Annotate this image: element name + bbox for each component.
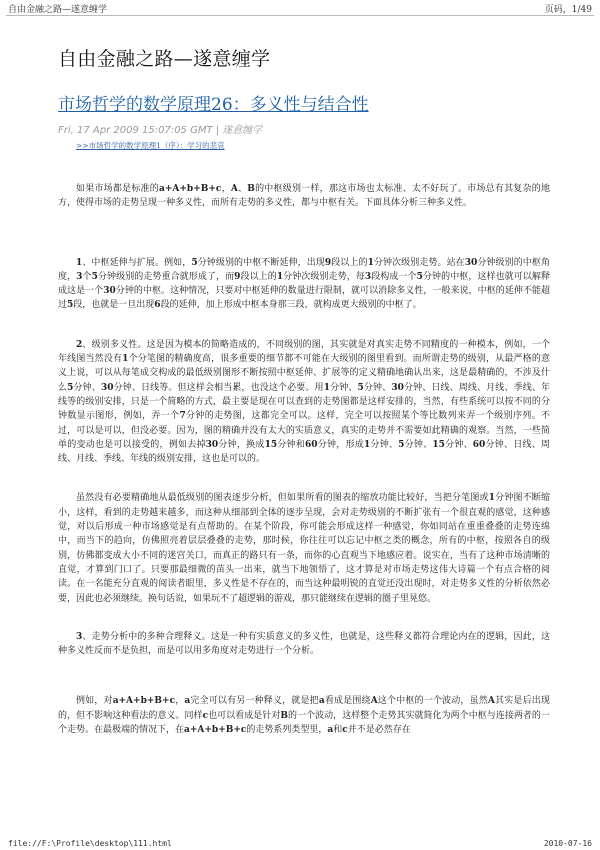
paragraph-intro (58, 182, 550, 211)
text-run: 完全可以有另一种释义，就是把 (190, 696, 319, 707)
text-run: 分钟级别的中枢角度， (58, 257, 550, 282)
emphasis-run: B (280, 710, 288, 721)
text-run: 分钟、 (444, 439, 473, 450)
emphasis-run: 30 (100, 382, 114, 393)
text-run: 的走势系列类型里， (246, 725, 328, 736)
text-run: 的一个波动，这样整个走势其实就简化为两个中枢与连接两者的一个走势。在最极端的情况下，在 (58, 710, 550, 736)
text-run: 分钟，形成 (317, 439, 364, 450)
article-body (58, 182, 550, 737)
emphasis-run: 30 (103, 286, 116, 297)
paragraph-market-intuition (58, 491, 550, 605)
text-run: 如果市场都是标准的 (76, 184, 159, 194)
print-footer-path: file://F:\Profile\desktop\111.html (8, 839, 172, 848)
emphasis-run: 9 (234, 271, 241, 282)
emphasis-run: 7 (179, 411, 186, 422)
emphasis-run: a (327, 725, 334, 736)
text-run: 分钟、日线等。但这样会相当累，也没这个必要。用 (113, 382, 324, 393)
text-run: 、 (237, 184, 248, 194)
text-run: 分钟级别的中枢不断延伸，出现 (197, 257, 325, 268)
emphasis-run: A (370, 696, 378, 707)
text-run: 分钟的中枢。这种情况，只要对中枢延伸的数量进行限制，就可以消除多义性，一般来说，中枢的延伸不能超过 (58, 286, 550, 311)
related-post-link[interactable]: >>市场哲学的数学原理1（序）：学习的悲哀 (76, 141, 225, 150)
text-run: ， (221, 184, 231, 194)
text-run: 分钟，换成 (218, 439, 265, 450)
text-run: ， (175, 696, 185, 707)
paragraph-center-extension (58, 256, 550, 313)
emphasis-run: a+A+b+B+c (112, 696, 176, 707)
text-run: 并不是必然存在 (347, 725, 411, 736)
text-run: 、中枢延伸与扩展。例如， (82, 257, 192, 268)
post-title-link[interactable]: 市场哲学的数学原理26：多义性与结合性 (58, 95, 369, 115)
text-run: 、级别多义性。这是因为模本的简略造成的，不同级别的图，其实就是对真实走势不同精度的一种模本，例如，一个年线图当然没有 (58, 339, 550, 365)
emphasis-run: 3 (364, 271, 372, 282)
text-run: 段构成一个 (371, 271, 417, 282)
text-run: 段的延伸，加上形成中枢本身那三段，就构成更大级别的中枢了。 (160, 300, 422, 311)
text-run: 分钟的中枢，这样也就可以解释成这是一个 (58, 271, 550, 297)
text-run: 分钟、 (329, 382, 358, 393)
emphasis-run: 15 (264, 439, 278, 450)
emphasis-run: 1 (122, 354, 129, 365)
text-run: 分钟、日线、周线、月线、季线、年线等的级别安排，只是一个简略的方式，最主要是现在可以查到的走势图都是这样安排的，当然，有些系统可以按不同的分钟数显示图形，例如，弄一个 (58, 382, 550, 422)
text-run: 个 (82, 271, 92, 282)
emphasis-run: 1 (363, 439, 371, 450)
blog-title: 自由金融之路—遂意缠学 (58, 48, 271, 70)
text-run: 分钟、 (363, 382, 392, 393)
paragraph-multiple-interpretations (58, 630, 550, 659)
text-run: 分钟和 (277, 439, 306, 450)
emphasis-run: 3 (76, 631, 83, 642)
paragraph-level-ambiguity (58, 338, 550, 467)
emphasis-run: 60 (472, 439, 486, 450)
emphasis-run: 2 (76, 339, 83, 350)
emphasis-run: 5 (416, 271, 423, 282)
text-run: 看成是围绕 (324, 696, 371, 707)
text-run: 分钟、 (370, 439, 399, 450)
emphasis-run: A (230, 184, 238, 194)
text-run: 分钟、 (404, 439, 433, 450)
text-run: 例如，对 (76, 696, 113, 707)
print-header-page-number: 页码，1/49 (544, 5, 592, 15)
text-run: 分钟的走势图，这都完全可以。这样，完全可以按照某个等比数列来弄一个级别序列。不过，可以是可以，但没必要。因为，图的精确并没有太大的实质意义，真实的走势并不需要如此精确的观察。当然，一些简单的变动也是可以接受的，例如去掉 (58, 411, 550, 450)
emphasis-run: 60 (305, 439, 318, 450)
text-run: 分钟级别的走势重合就形成了，而 (97, 271, 235, 282)
text-run: 分钟次级别走势，每 (283, 271, 365, 282)
text-run: 分钟、日线、周线、月线、季线、年线的级别安排，这也是可以的。 (58, 439, 550, 465)
text-run: 段以上的 (331, 257, 368, 268)
emphasis-run: 1 (488, 493, 495, 504)
header-divider (6, 15, 594, 16)
emphasis-run: c (342, 725, 348, 736)
emphasis-run: 6 (154, 300, 161, 311)
text-run: 和 (333, 725, 343, 736)
emphasis-run: 15 (432, 439, 445, 450)
text-run: 分钟次级别走势。站在 (373, 257, 465, 268)
text-run: 的中枢级别一样，那这市场也太标准、太不好玩了。市场总有其复杂的地方，使得市场的走势呈现一种多义性，而所有走势的多义性，都与中枢有关。下面具体分析三种多义性。 (58, 184, 550, 209)
emphasis-run: 30 (391, 382, 404, 393)
emphasis-run: c (202, 710, 209, 721)
emphasis-run: 5 (191, 257, 198, 268)
emphasis-run: 30 (205, 439, 219, 450)
paragraph-example (58, 694, 550, 737)
emphasis-run: 1 (323, 382, 330, 393)
emphasis-run: 9 (324, 257, 332, 268)
emphasis-run: 5 (67, 300, 74, 311)
text-run: 其实是后出现的，但不影响这种看法的意义。同样 (58, 696, 550, 721)
emphasis-run: 30 (464, 257, 478, 268)
post-meta: Fri, 17 Apr 2009 15:07:05 GMT | 遂意缠学 (58, 125, 263, 136)
text-run: 段，也就是一旦出现 (73, 300, 155, 311)
emphasis-run: a+A+b+B+c (159, 184, 222, 194)
text-run: 这个中枢的一个波动，虽然 (377, 696, 488, 707)
emphasis-run: 1 (276, 271, 284, 282)
emphasis-run: B (247, 184, 255, 194)
text-run: 虽然没有必要精确地从最低级别的图表逐步分析，但如果所看的图表的缩放功能比较好，当把分笔图或 (76, 493, 489, 504)
emphasis-run: 5 (67, 382, 74, 393)
emphasis-run: 5 (357, 382, 364, 393)
emphasis-run: 1 (367, 257, 374, 268)
emphasis-run: A (487, 696, 495, 707)
text-run: 也可以看成是针对 (208, 710, 281, 721)
text-run: 段以上的 (240, 271, 277, 282)
emphasis-run: a (318, 696, 325, 707)
text-run: 分钟、 (73, 382, 101, 393)
emphasis-run: a (184, 696, 191, 707)
emphasis-run: a+A+b+B+c (184, 725, 247, 736)
emphasis-run: 1 (76, 257, 83, 268)
print-footer-date: 2010-07-16 (543, 839, 592, 848)
text-run: 分钟图不断缩小，这样，看到的走势越来越多，而这种从细部到全体的逐步呈现，会对走势级别的不断扩张有一个很直观的感觉，这种感觉，对以后形成一种市场感觉是有点帮助的。在某个阶段，你可能会形成这样一种感觉，你如同站在重重叠叠的走势连绵中，而当下的趋向，仿佛照亮着层层叠叠的走势，那时候，你往往可以忘记中枢之类的概念，所有的中枢，按照各自的级别，仿佛都变成大小不同的迷宫关口，而真正的路只有一条，而你的心直观当下地感应着。说实在，当有了这种市场清晰的直觉，才算到门口了。只要那最细微的苗头一出来，就当下地领悟了，这才算是对市场走势这伟大诗篇一个有点合格的阅读。在一名能充分直观的阅读者眼里，多义性是不存在的，而当这种最明锐的直觉还没出现时，对走势多义性的分析依然必要，因此也必须继续。换句话说，如果玩不了超逻辑的游戏，那只能继续在逻辑的圈子里晃悠。 (58, 493, 550, 604)
emphasis-run: 5 (398, 439, 405, 450)
emphasis-run: 3 (76, 271, 83, 282)
print-header-title: 自由金融之路—遂意缠学 (8, 5, 108, 15)
text-run: 个分笔图的精确度高，很多重要的细节都不可能在大级别的图里看到。而所谓走势的级别，从最严格的意义上说，可以从每笔成交构成的最低级别图形不断按照中枢延伸、扩展等的定义精确地确认出来，这是最精确的，不涉及什么 (58, 354, 550, 393)
text-run: 、走势分析中的多种合理释义。这是一种有实质意义的多义性，也就是，这些释义都符合理论内在的逻辑，因此，这种多义性反而不是负担，而是可以用多角度对走势进行一个分析。 (58, 631, 550, 657)
emphasis-run: 5 (91, 271, 98, 282)
